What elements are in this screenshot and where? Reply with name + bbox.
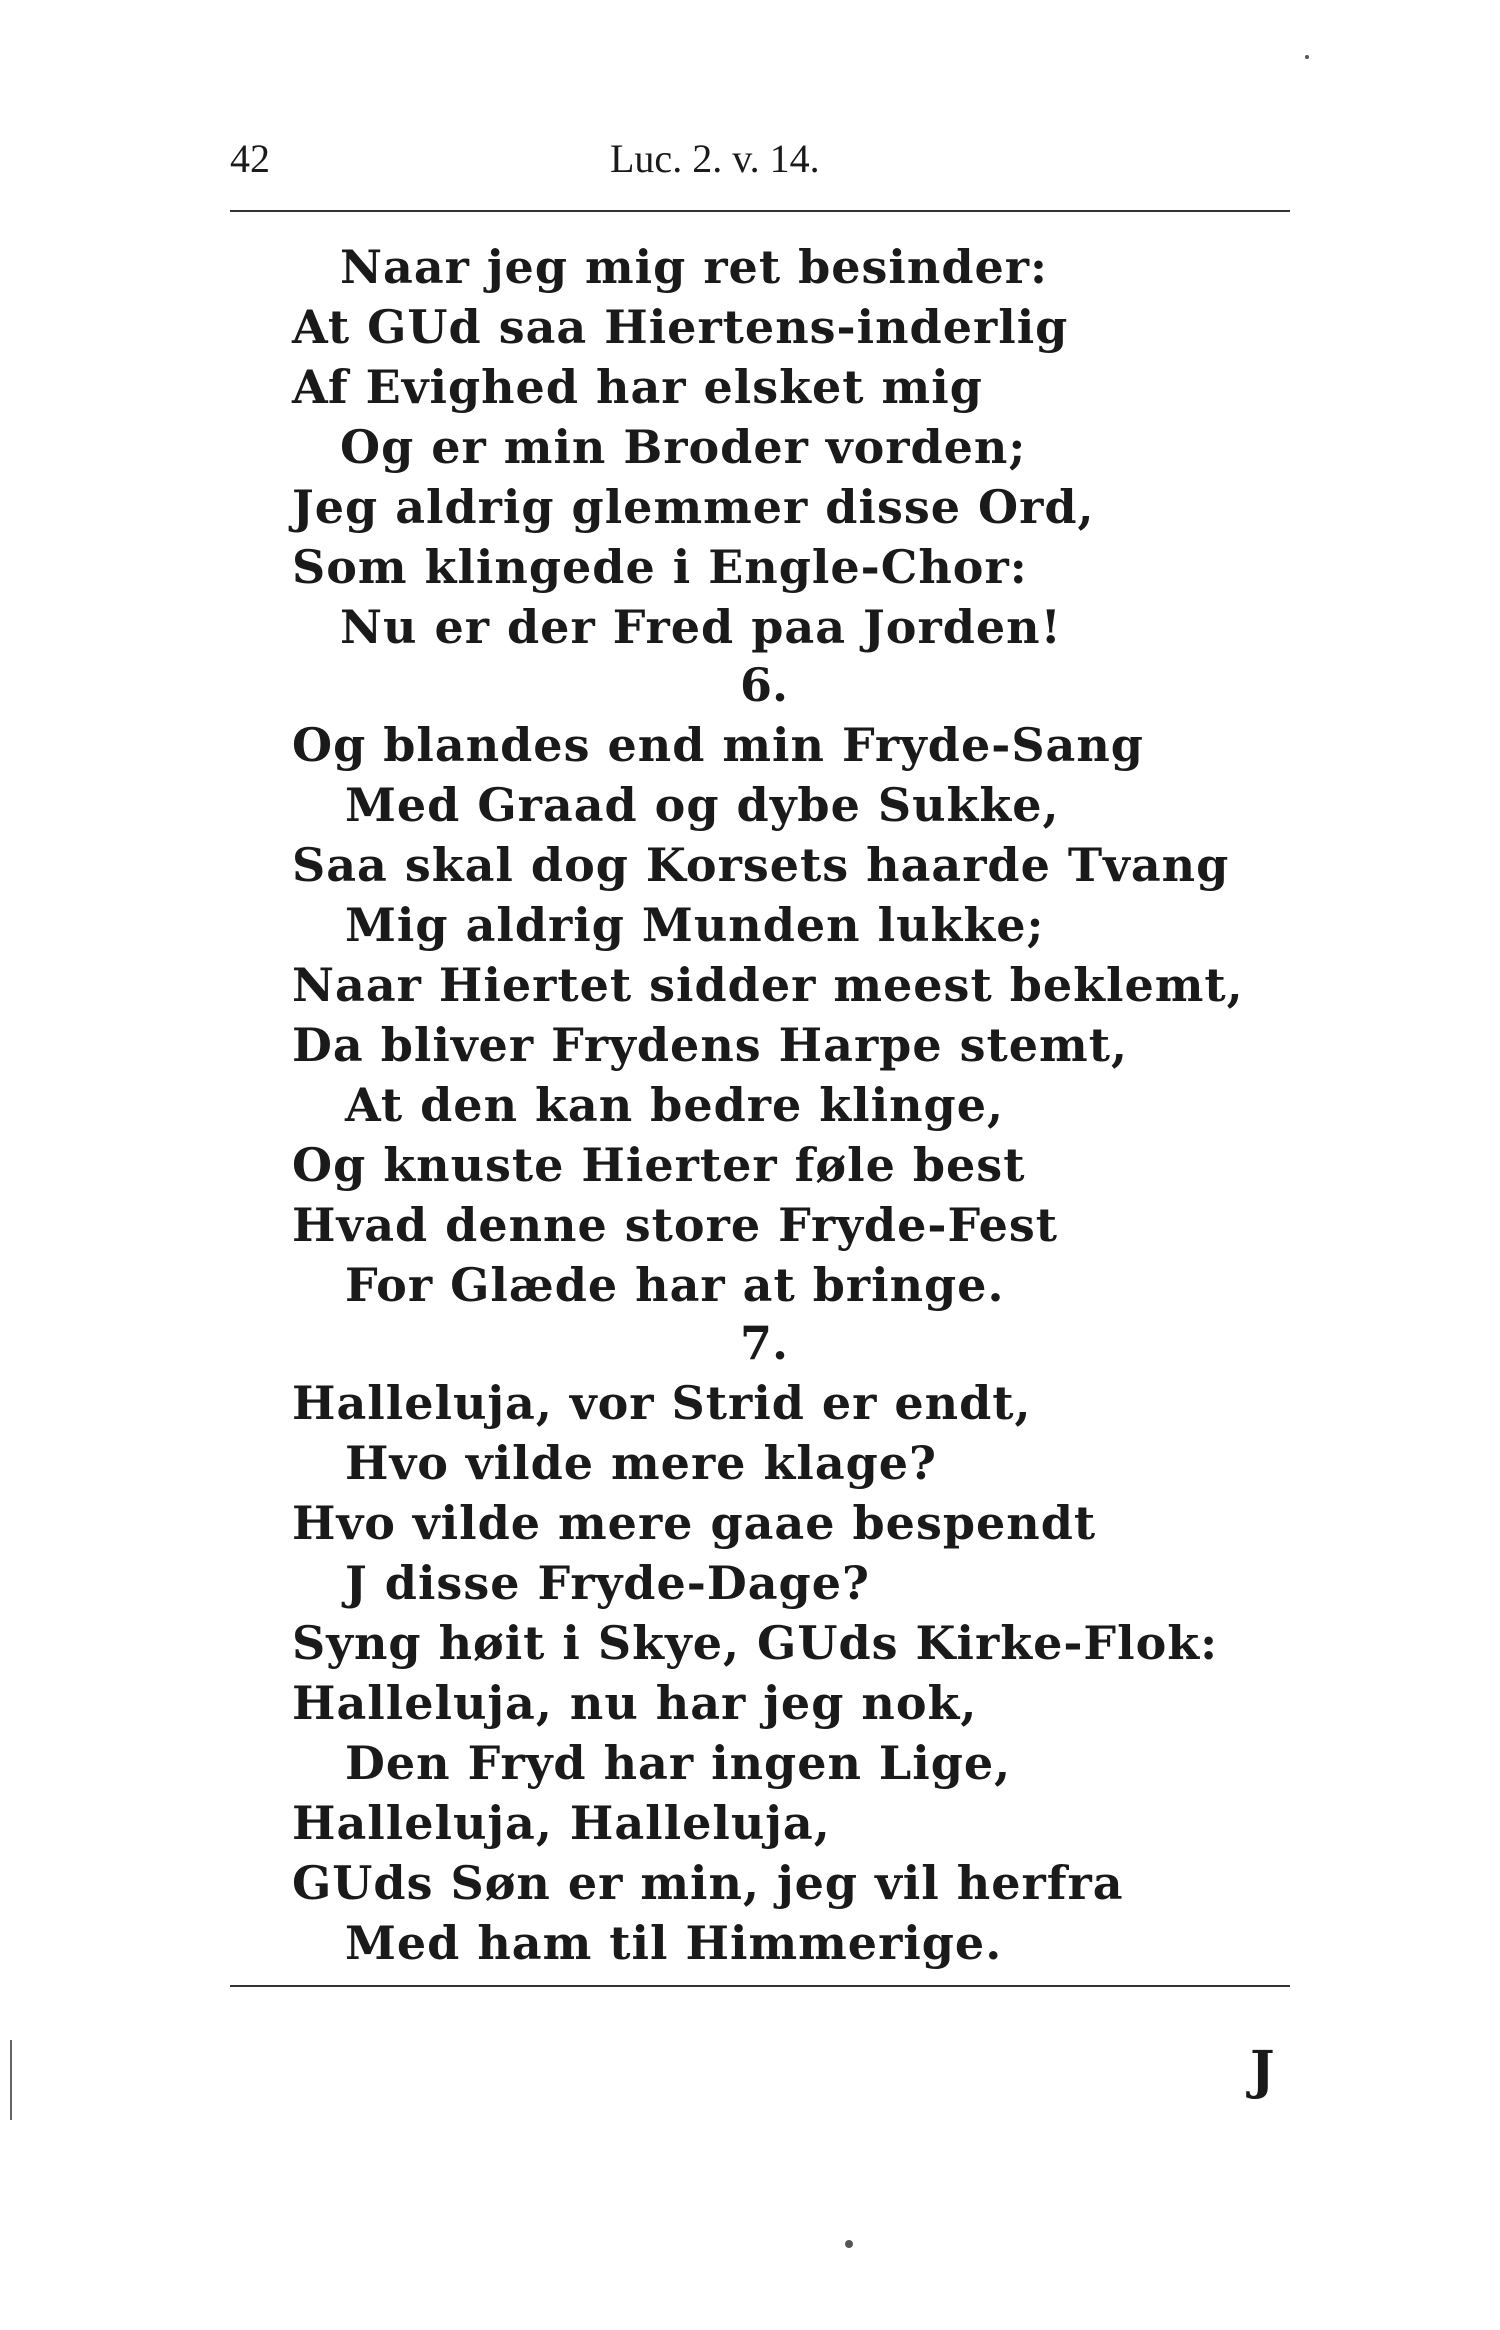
poem-line: Naar Hiertet sidder meest beklemt, (292, 958, 1244, 1012)
catchword: J (1250, 2040, 1275, 2101)
poem-line: Naar jeg mig ret besinder: (340, 240, 1048, 294)
poem-line: Med Graad og dybe Sukke, (345, 778, 1060, 832)
poem-line: Hvo vilde mere gaae bespendt (292, 1496, 1097, 1550)
poem-line: At den kan bedre klinge, (345, 1078, 1004, 1132)
footer-rule (230, 1985, 1290, 1987)
poem-line: Halleluja, Halleluja, (292, 1796, 831, 1850)
poem-line: Halleluja, vor Strid er endt, (292, 1376, 1032, 1430)
poem-line: Saa skal dog Korsets haarde Tvang (292, 838, 1230, 892)
page-header (230, 130, 1290, 200)
poem-line: Hvad denne store Fryde-Fest (292, 1198, 1059, 1252)
poem-line: Hvo vilde mere klage? (345, 1436, 938, 1490)
poem-line: Den Fryd har ingen Lige, (345, 1736, 1012, 1790)
poem-line: Nu er der Fred paa Jorden! (340, 600, 1062, 654)
poem-line: GUds Søn er min, jeg vil herfra (292, 1856, 1124, 1910)
poem-line: Mig aldrig Munden lukke; (345, 898, 1045, 952)
header-rule (230, 210, 1290, 212)
running-head: Luc. 2. v. 14. (610, 136, 820, 181)
poem-line: Da bliver Frydens Harpe stemt, (292, 1018, 1128, 1072)
poem-line: Med ham til Himmerige. (345, 1916, 1003, 1970)
poem-line: Syng høit i Skye, GUds Kirke-Flok: (292, 1616, 1219, 1670)
scan-edge-mark (10, 2040, 12, 2120)
poem-line: Halleluja, nu har jeg nok, (292, 1676, 978, 1730)
scan-speck (1305, 55, 1309, 59)
scan-speck (845, 2240, 853, 2248)
stanza-number: 6. (740, 658, 789, 712)
poem-line: For Glæde har at bringe. (345, 1258, 1005, 1312)
poem-line: Og er min Broder vorden; (340, 420, 1027, 474)
poem-line: Og blandes end min Fryde-Sang (292, 718, 1144, 772)
poem-line: J disse Fryde-Dage? (345, 1556, 870, 1610)
poem-line: Af Evighed har elsket mig (292, 360, 983, 414)
page-number: 42 (230, 136, 270, 181)
poem-line: Som klingede i Engle-Chor: (292, 540, 1028, 594)
poem-line: Og knuste Hierter føle best (292, 1138, 1026, 1192)
poem-line: At GUd saa Hiertens-inderlig (292, 300, 1069, 354)
stanza-number: 7. (740, 1316, 789, 1370)
poem-line: Jeg aldrig glemmer disse Ord, (292, 480, 1095, 534)
